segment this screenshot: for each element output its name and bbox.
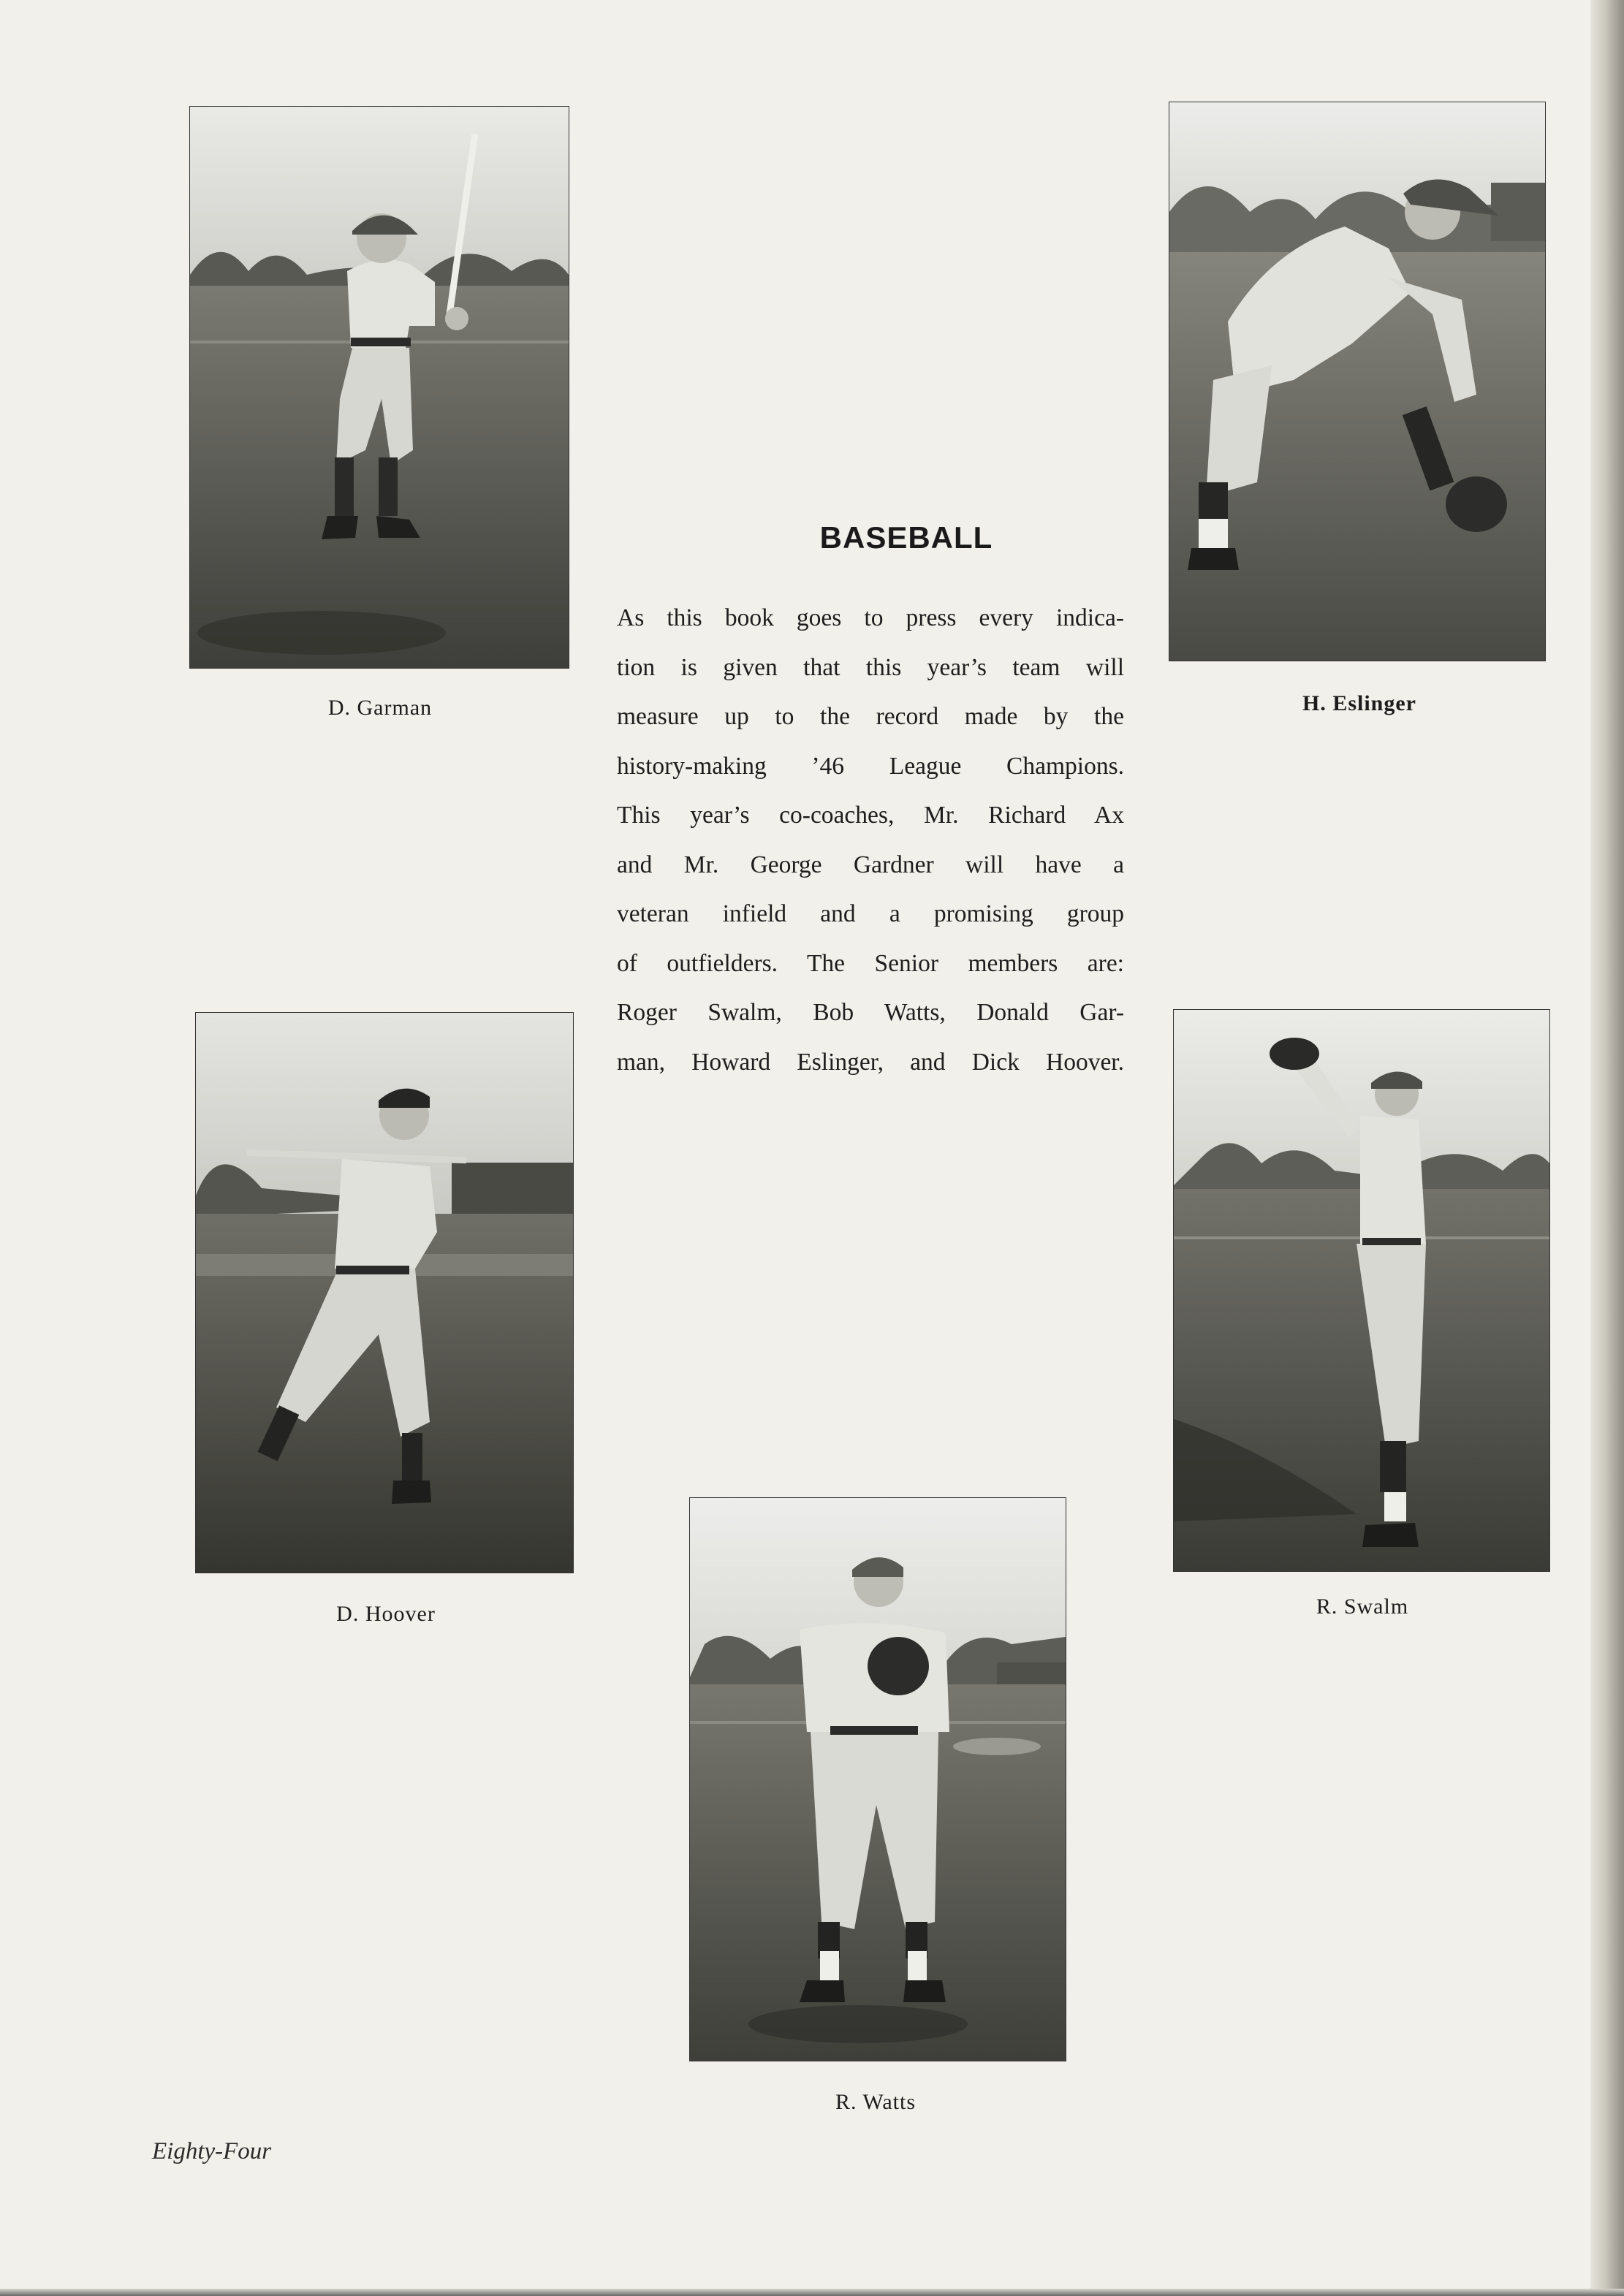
caption-r-swalm: R. Swalm	[1316, 1594, 1409, 1619]
catching-overhead-photo-graphic	[1174, 1010, 1549, 1571]
body-line: and Mr. George Gardner will have a	[617, 851, 1124, 878]
caption-r-watts: R. Watts	[835, 2090, 917, 2114]
page-binding-edge	[1590, 0, 1624, 2296]
body-line: This year’s co-coaches, Mr. Richard Ax	[617, 802, 1124, 829]
swinging-bat-photo-graphic	[196, 1013, 573, 1573]
page-number: Eighty-Four	[152, 2138, 272, 2164]
page-bottom-edge	[0, 2289, 1624, 2296]
body-line: history-making ’46 League Champions.	[617, 752, 1124, 780]
photo-h-eslinger	[1169, 102, 1545, 661]
caption-d-garman: D. Garman	[327, 696, 433, 720]
photo-d-garman	[190, 107, 569, 668]
page-title: BASEBALL	[819, 520, 993, 555]
body-line: measure up to the record made by the	[617, 703, 1124, 730]
photo-r-watts	[690, 1498, 1066, 2061]
body-line: As this book goes to press every indica-	[617, 604, 1124, 631]
article-body	[617, 593, 1124, 1087]
fielding-crouch-photo-graphic	[1169, 102, 1545, 661]
caption-h-eslinger: H. Eslinger	[1302, 691, 1416, 715]
caption-d-hoover: D. Hoover	[336, 1602, 436, 1626]
photo-d-hoover	[196, 1013, 573, 1573]
body-line: Roger Swalm, Bob Watts, Donald Gar-	[617, 999, 1124, 1026]
body-line: tion is given that this year’s team will	[617, 653, 1124, 681]
body-line: of outfielders. The Senior members are:	[617, 949, 1124, 977]
standing-with-glove-photo-graphic	[690, 1498, 1066, 2061]
batting-stance-photo-graphic	[190, 107, 569, 668]
photo-r-swalm	[1174, 1010, 1549, 1571]
body-line: man, Howard Eslinger, and Dick Hoover.	[617, 1048, 1124, 1076]
body-line: veteran infield and a promising group	[617, 900, 1124, 927]
